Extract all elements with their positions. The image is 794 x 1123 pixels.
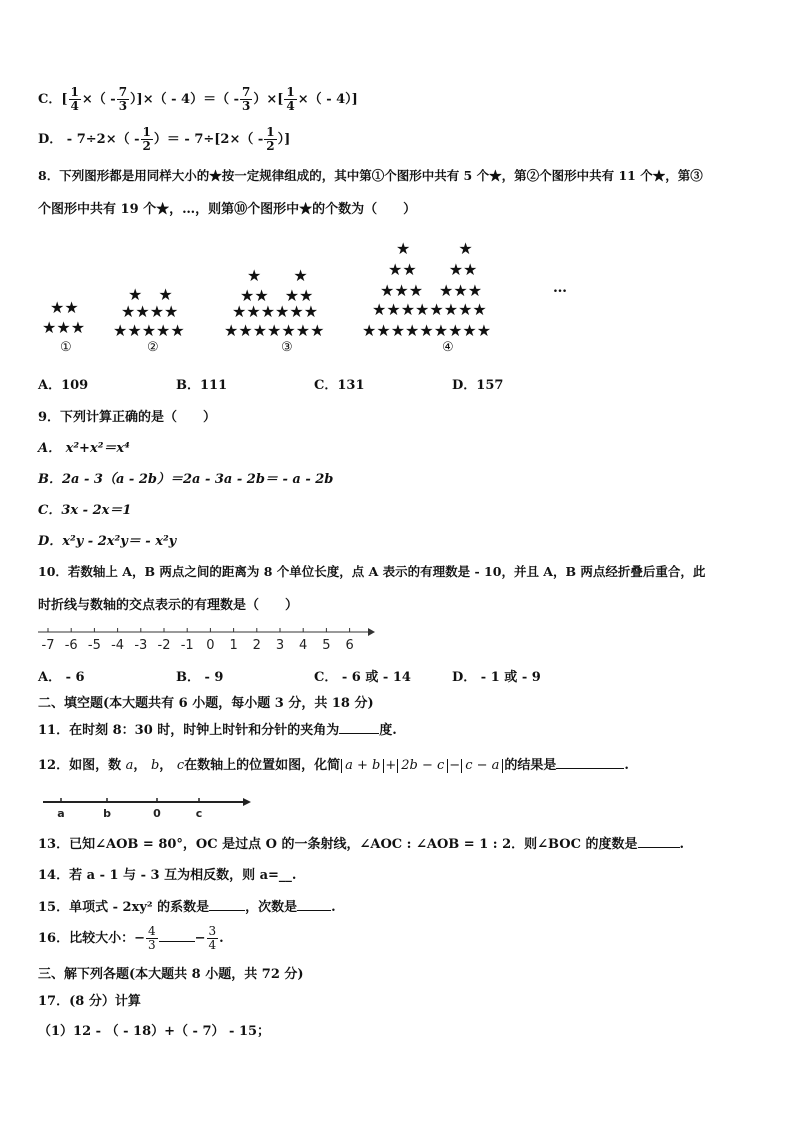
answer-blank[interactable] — [297, 910, 331, 911]
star-row: ★★★★★★★★★ — [362, 321, 492, 340]
answer-blank[interactable] — [638, 847, 680, 848]
q15-text: 15．单项式 - 2xy² 的系数是 — [38, 900, 210, 915]
q16-text: − — [194, 931, 206, 946]
axis-tick-label: 4 — [299, 638, 308, 653]
star-row: ★★★ — [42, 318, 86, 337]
fraction-den: 2 — [142, 139, 151, 153]
fraction-den: 3 — [242, 99, 251, 113]
q8-option-c: C．131 — [314, 378, 365, 393]
star-row: ★★ — [50, 298, 79, 317]
fraction — [117, 86, 129, 113]
fraction-num: 1 — [266, 125, 275, 139]
fraction-den: 4 — [208, 938, 217, 952]
star-row: ★★★★★★★ — [224, 321, 325, 340]
axis-tick-label: -1 — [180, 638, 194, 653]
q12-number-line — [40, 794, 255, 822]
axis-tick-label: 1 — [229, 638, 238, 653]
q7-c-text: ×（ - 4）] — [297, 92, 358, 107]
q10-number-line — [34, 622, 379, 656]
q9-option-a: A． x²+x²＝x⁴ — [38, 441, 130, 456]
q7-option-c — [38, 86, 358, 113]
q13-text: . — [679, 837, 685, 852]
q7-c-text: ×（ - — [81, 92, 116, 107]
axis-tick-label: -4 — [111, 638, 125, 653]
q9-stem: 9．下列计算正确的是（ ） — [38, 410, 217, 425]
q15 — [38, 896, 336, 915]
figure-label: ③ — [281, 340, 293, 355]
section-2-heading: 二、填空题(本大题共有 6 小题，每小题 3 分，共 18 分) — [38, 696, 374, 711]
q17-part1: （1）12 - （ - 18）+（ - 7） - 15； — [38, 1024, 271, 1039]
fraction — [146, 925, 158, 952]
axis-tick-label: 3 — [275, 638, 285, 653]
star-row: ★★★★★ — [113, 321, 185, 340]
fraction-den: 4 — [70, 99, 79, 113]
axis-point-label: b — [103, 807, 111, 820]
q11-text: 度. — [379, 723, 397, 738]
q16-text: 16．比较大小：− — [38, 931, 145, 946]
fraction — [264, 126, 276, 153]
q17-stem: 17．(8 分）计算 — [38, 994, 141, 1009]
star-row: ★★★★★★★★ — [372, 300, 487, 319]
q7-c-text: ）×[ — [253, 92, 284, 107]
axis-tick-label: 6 — [345, 638, 354, 653]
answer-blank[interactable] — [556, 768, 624, 769]
q9-option-c: C．3x - 2x＝1 — [38, 503, 132, 518]
q11 — [38, 719, 397, 738]
star-row: ★ ★ — [396, 239, 473, 258]
fraction-num: 4 — [147, 924, 156, 938]
fraction — [69, 86, 81, 113]
q7-d-text: ）＝ - 7÷[2×（ - — [153, 132, 264, 147]
q8-option-d: D．157 — [452, 378, 504, 393]
q12-text: 12．如图，数 — [38, 758, 122, 773]
fraction-den: 2 — [266, 139, 275, 153]
axis-point-label: a — [57, 807, 65, 820]
axis-tick-label: 5 — [322, 638, 331, 653]
q11-text: 11．在时刻 8：30 时，时钟上时针和分针的夹角为 — [38, 723, 340, 738]
figure-label: ① — [60, 340, 72, 355]
fraction-den: 3 — [118, 99, 128, 113]
q10-stem-line1: 10．若数轴上 A，B 两点之间的距离为 8 个单位长度，点 A 表示的有理数是 - 10，并且 A，B 两点经折叠后重合，此 — [38, 564, 706, 579]
q12-text: 的结果是 — [504, 758, 557, 773]
axis-tick-label: -2 — [157, 638, 171, 653]
fraction-den: 3 — [147, 938, 156, 952]
operator: − — [449, 758, 461, 773]
q15-text: . — [331, 900, 336, 915]
fraction — [240, 86, 252, 113]
fraction-den: 4 — [286, 99, 295, 113]
fraction-num: 1 — [286, 85, 295, 99]
q8-option-b: B．111 — [176, 378, 228, 393]
star-row: ★★★ ★★★ — [380, 281, 483, 300]
fraction-num: 3 — [208, 924, 217, 938]
abs-expression: a + b — [341, 759, 384, 773]
q8-stem-line2: 个图形中共有 19 个★，…，则第⑩个图形中★的个数为（ ） — [38, 202, 417, 217]
fraction-num: 1 — [70, 85, 79, 99]
q16-text: . — [219, 931, 224, 946]
star-row: ★ ★ — [128, 285, 173, 304]
section-3-heading: 三、解下列各题(本大题共 8 小题，共 72 分) — [38, 967, 304, 982]
ellipsis: … — [553, 280, 567, 296]
answer-blank[interactable] — [159, 941, 195, 942]
var-a: a — [125, 758, 134, 773]
axis-tick-label: -7 — [41, 638, 55, 653]
axis-tick-label: -6 — [64, 638, 78, 653]
star-row: ★ ★ — [247, 266, 308, 285]
q9-option-d: D．x²y - 2x²y＝ - x²y — [38, 534, 177, 549]
q10-option-a: A． - 6 — [38, 670, 85, 685]
q8-option-a: A．109 — [38, 378, 89, 393]
q13 — [38, 833, 684, 852]
var-c: c — [176, 758, 185, 773]
q7-c-text: C．[ — [38, 92, 68, 107]
q7-option-d — [38, 126, 290, 153]
var-b: b — [150, 758, 160, 773]
answer-blank[interactable] — [209, 910, 245, 911]
q9-option-b: B．2a - 3（a - 2b）＝2a - 3a - 2b＝ - a - 2b — [38, 472, 334, 487]
fraction — [141, 126, 153, 153]
axis-tick-label: -5 — [87, 638, 101, 653]
q10-stem-line2: 时折线与数轴的交点表示的有理数是（ ） — [38, 598, 299, 613]
axis-tick-label: -3 — [134, 638, 148, 653]
axis-tick-label: 2 — [252, 638, 261, 653]
answer-blank[interactable] — [339, 733, 379, 734]
q16 — [38, 925, 224, 952]
q12-text: ， — [159, 758, 173, 773]
figure-label: ④ — [442, 340, 454, 355]
q12-text: ， — [133, 758, 147, 773]
q8-stem-line1: 8．下列图形都是用同样大小的★按一定规律组成的，其中第①个图形中共有 5 个★，第②个图形中共有 11 个★，第③ — [38, 168, 703, 183]
star-row: ★★★★ — [121, 302, 179, 321]
q10-option-c: C． - 6 或 - 14 — [314, 670, 411, 685]
axis-point-label: c — [195, 807, 203, 820]
q13-text: 13．已知∠AOB = 80°，OC 是过点 O 的一条射线，∠AOC : ∠AOB = 1 : 2．则∠BOC 的度数是 — [38, 837, 638, 852]
fraction-num: 7 — [118, 85, 128, 99]
q7-d-text: ）] — [277, 132, 291, 147]
q12-text: 在数轴上的位置如图，化简 — [184, 758, 341, 773]
figure-label: ② — [147, 340, 159, 355]
star-row: ★★★★★★ — [232, 302, 319, 321]
axis-point-label: 0 — [153, 807, 161, 820]
star-row: ★★ ★★ — [240, 286, 314, 305]
operator: + — [385, 758, 397, 773]
fraction-num: 1 — [142, 125, 151, 139]
q7-c-text: ）]×（ - 4）＝（ - — [130, 92, 240, 107]
fraction — [284, 86, 296, 113]
abs-expression: c − a — [461, 759, 503, 773]
abs-expression: 2b − c — [397, 759, 448, 773]
q12 — [38, 754, 629, 773]
q14: 14．若 a - 1 与 - 3 互为相反数，则 a=__. — [38, 868, 297, 883]
q12-text: . — [624, 758, 629, 773]
q10-option-b: B． - 9 — [176, 670, 224, 685]
fraction — [207, 925, 219, 952]
q15-text: ，次数是 — [245, 900, 298, 915]
fraction-num: 7 — [242, 85, 251, 99]
axis-tick-label: 0 — [206, 638, 215, 653]
q10-option-d: D． - 1 或 - 9 — [452, 670, 541, 685]
star-row: ★★ ★★ — [388, 260, 478, 279]
q7-d-text: D． - 7÷2×（ - — [38, 132, 140, 147]
